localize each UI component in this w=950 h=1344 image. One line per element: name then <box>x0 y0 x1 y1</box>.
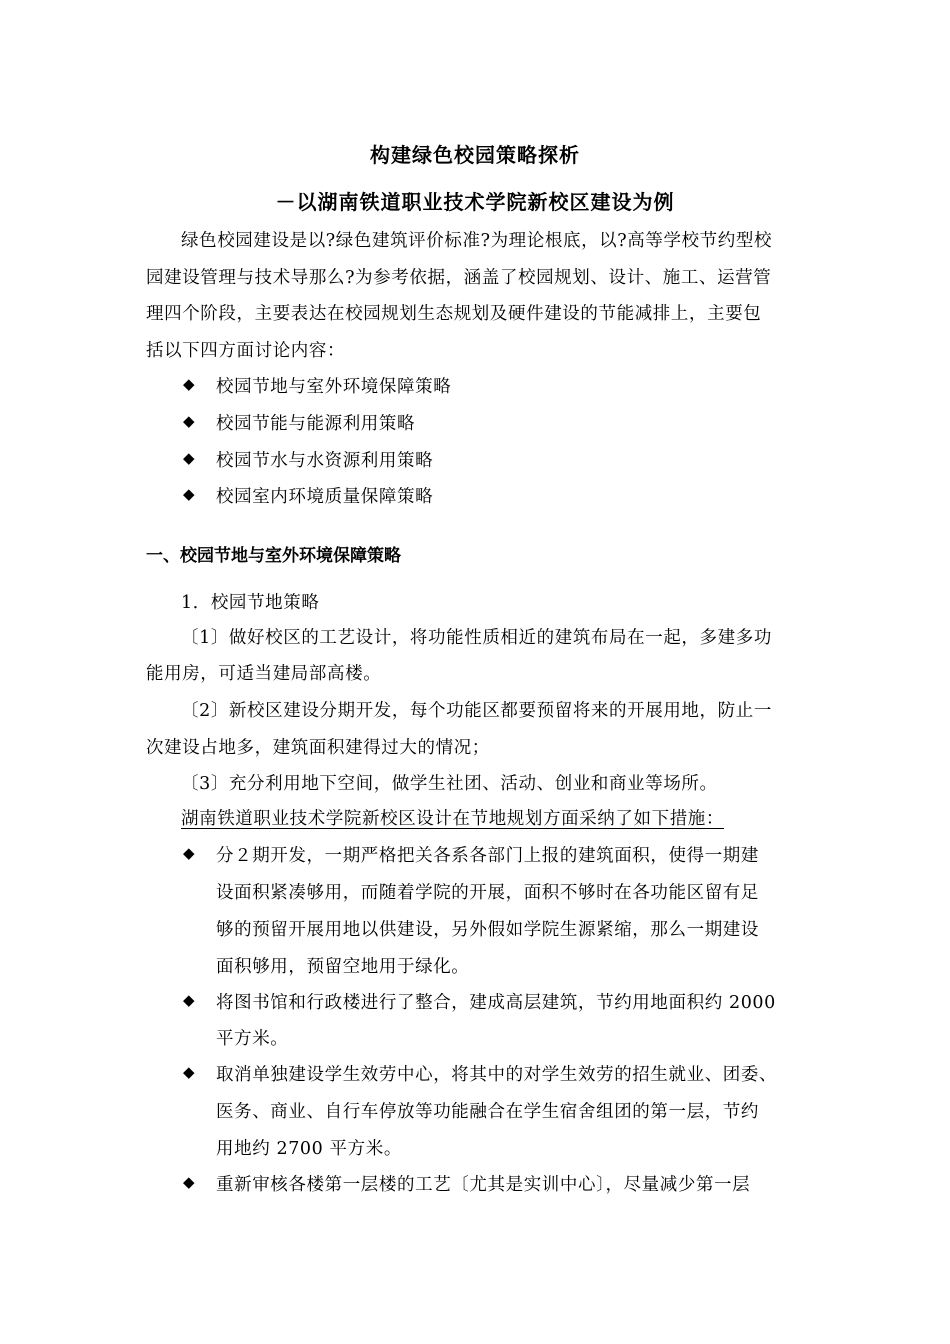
bullet-icon: ◆ <box>183 375 195 393</box>
document-subtitle: －以湖南铁道职业技术学院新校区建设为例 <box>275 190 675 214</box>
point-line: 〔1〕做好校区的工艺设计，将功能性质相近的建筑布局在一起，多建多功 <box>181 628 772 648</box>
measure-line: 平方米。 <box>216 1029 289 1049</box>
bullet-icon: ◆ <box>183 485 195 503</box>
subsection-heading: 1．校园节地策略 <box>181 593 320 613</box>
topic-item: 校园节能与能源利用策略 <box>216 414 416 434</box>
measure-line: 分２期开发，一期严格把关各系各部门上报的建筑面积，使得一期建 <box>216 846 759 866</box>
bullet-icon: ◆ <box>183 449 195 467</box>
bullet-icon: ◆ <box>183 991 195 1009</box>
point-line: 〔2〕新校区建设分期开发，每个功能区都要预留将来的开展用地，防止一 <box>181 701 772 721</box>
bullet-icon: ◆ <box>183 844 195 862</box>
intro-line: 理四个阶段，主要表达在校园规划生态规划及硬件建设的节能减排上，主要包 <box>146 304 762 324</box>
bullet-icon: ◆ <box>183 412 195 430</box>
point-line: 能用房，可适当建局部高楼。 <box>146 664 382 684</box>
measure-line: 医务、商业、自行车停放等功能融合在学生宿舍组团的第一层，节约 <box>216 1102 759 1122</box>
topic-item: 校园室内环境质量保障策略 <box>216 487 434 507</box>
intro-line: 括以下四方面讨论内容： <box>146 341 346 361</box>
measure-line: 面积够用，预留空地用于绿化。 <box>216 957 470 977</box>
bullet-icon: ◆ <box>183 1063 195 1081</box>
measure-line: 重新审核各楼第一层楼的工艺〔尤其是实训中心〕，尽量减少第一层 <box>216 1175 751 1195</box>
measure-line: 设面积紧凑够用，而随着学院的开展，面积不够时在各功能区留有足 <box>216 883 759 903</box>
intro-line: 园建设管理与技术导那么?为参考依据，涵盖了校园规划、设计、施工、运营管 <box>146 268 772 288</box>
measures-intro: 湖南铁道职业技术学院新校区设计在节地规划方面采纳了如下措施： <box>181 809 724 829</box>
document-title: 构建绿色校园策略探析 <box>370 143 580 167</box>
section-heading: 一、校园节地与室外环境保障策略 <box>146 546 401 566</box>
measure-line: 取消单独建设学生效劳中心，将其中的对学生效劳的招生就业、团委、 <box>216 1065 778 1085</box>
measure-line: 够的预留开展用地以供建设，另外假如学院生源紧缩，那么一期建设 <box>216 920 759 940</box>
point-line: 〔3〕充分利用地下空间，做学生社团、活动、创业和商业等场所。 <box>181 774 718 794</box>
intro-line: 绿色校园建设是以?绿色建筑评价标准?为理论根底，以?高等学校节约型校 <box>181 231 773 251</box>
measure-line: 将图书馆和行政楼进行了整合，建成高层建筑，节约用地面积约 2000 <box>216 993 776 1013</box>
topic-item: 校园节水与水资源利用策略 <box>216 451 434 471</box>
measure-line: 用地约 2700 平方米。 <box>216 1139 402 1159</box>
point-line: 次建设占地多，建筑面积建得过大的情况； <box>146 738 490 758</box>
topic-item: 校园节地与室外环境保障策略 <box>216 377 452 397</box>
bullet-icon: ◆ <box>183 1173 195 1191</box>
